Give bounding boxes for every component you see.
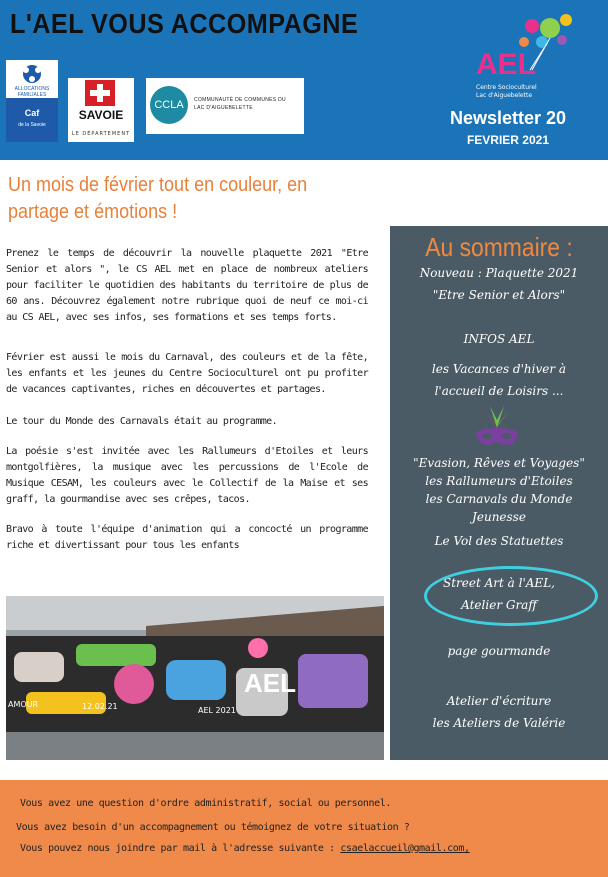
street-art-photo (6, 596, 384, 760)
graffiti-tag-2: AMOUR (8, 700, 39, 709)
ael-mark: AEL (476, 48, 536, 81)
caf-line3: Caf (24, 108, 40, 118)
sommaire-item-1: Nouveau : Plaquette 2021 (419, 266, 579, 280)
savoie-name: SAVOIE (78, 108, 124, 122)
body-paragraph-2: Février est aussi le mois du Carnaval, des couleurs et de la fête, les enfants et les jeunes du Centre Socioculturel ont pu profiter de vacances captivantes, riches en découvertes et partages. (6, 352, 368, 395)
caf-logo-emblem (6, 60, 58, 98)
sommaire-item-14: Atelier d'écriture (446, 694, 552, 708)
sommaire-item-3: INFOS AEL (463, 332, 535, 346)
body-paragraph-3: Le tour du Monde des Carnavals était au programme. (6, 416, 278, 427)
graffiti-image-icon (6, 596, 384, 760)
body-paragraph-4: La poésie s'est invitée avec les Rallumeurs d'Etoiles et leurs montgolfières, la musique avec les percussions de l'Ecole de Musique CESAM, les couleurs avec le Collectif de la Maise et ses graff, la gourmandise avec ses crêpes, tacos. (6, 446, 368, 505)
sommaire-item-7: les Rallumeurs d'Etoiles (425, 474, 573, 488)
footer-line-2: Vous avez besoin d'un accompagnement ou témoignez de votre situation ? (16, 822, 410, 833)
highlight-ring (424, 566, 598, 626)
savoie-logo (68, 78, 134, 142)
graffiti-tag-3: 12.02.21 (82, 702, 118, 711)
caf-logo (6, 60, 58, 142)
ael-line1: Centre Socioculturel (476, 84, 537, 91)
ccla-line1: COMMUNAUTÉ DE COMMUNES DU (194, 97, 286, 103)
savoie-cross-icon (85, 80, 115, 106)
sommaire-item-10: Le Vol des Statuettes (434, 534, 564, 548)
page-title: L'AEL VOUS ACCOMPAGNE (10, 8, 359, 39)
footer-line-3-text: Vous pouvez nous joindre par mail à l'adresse suivante : (20, 843, 335, 854)
sommaire-item-12: Atelier Graff (461, 598, 537, 612)
ccla-mark: CCLA (150, 86, 188, 124)
sommaire-item-9: Jeunesse (472, 510, 526, 524)
body-paragraph-5: Bravo à toute l'équipe d'animation qui a concocté un programme riche et divertissant pour tous les enfants (6, 524, 368, 551)
body-paragraph-1: Prenez le temps de découvrir la nouvelle plaquette 2021 "Etre Senior et alors ", le CS AEL met en place de nombreux ateliers pour faciliter le quotidien des habitants du territoire de plus de 60 ans. Découvrez également notre rubrique quoi de neuf ce moi-ci au CS AEL, avec ses infos, ses formations et ses temps forts. (6, 248, 368, 323)
sommaire-item-11: Street Art à l'AEL, (443, 576, 555, 590)
caf-line4: de la Savoie (18, 122, 46, 128)
headline-line1: Un mois de février tout en couleur, en (8, 174, 308, 196)
ael-line2: Lac d'Aiguebelette (476, 92, 533, 99)
sommaire-item-2: "Etre Senior et Alors" (432, 288, 566, 302)
newsletter-number: Newsletter 20 (449, 108, 567, 128)
graffiti-tag-4: AEL 2021 (198, 706, 236, 715)
footer-line-1: Vous avez une question d'ordre administratif, social ou personnel. (20, 798, 391, 809)
sommaire-item-5: l'accueil de Loisirs ... (434, 384, 564, 398)
newsletter-date: FEVRIER 2021 (466, 133, 550, 147)
caf-line1: ALLOCATIONS (14, 86, 50, 92)
footer-line-3 (20, 843, 600, 854)
sommaire-item-8: les Carnavals du Monde (425, 492, 573, 506)
sommaire-title: Au sommaire : (425, 232, 573, 262)
sommaire-item-15: les Ateliers de Valérie (432, 716, 566, 730)
sommaire-item-13: page gourmande (447, 644, 551, 658)
contact-email-link[interactable]: csaelaccueil@gmail.com, (340, 843, 470, 854)
graffiti-tag-1: AEL (244, 668, 296, 698)
caf-line2: FAMILIALES (17, 92, 47, 98)
sommaire-panel (390, 226, 608, 760)
ael-logo (470, 8, 590, 108)
headline (8, 172, 332, 226)
sommaire-item-6: "Evasion, Rêves et Voyages" (413, 456, 585, 470)
sommaire-item-4: les Vacances d'hiver à (431, 362, 567, 376)
ccla-line2: LAC D'AIGUEBELETTE (194, 105, 253, 111)
headline-line2: partage et émotions ! (8, 201, 178, 223)
footer-contact (0, 780, 608, 877)
ccla-logo (146, 78, 304, 134)
carnival-mask-icon (470, 402, 524, 454)
savoie-sub: LE DÉPARTEMENT (71, 131, 131, 137)
